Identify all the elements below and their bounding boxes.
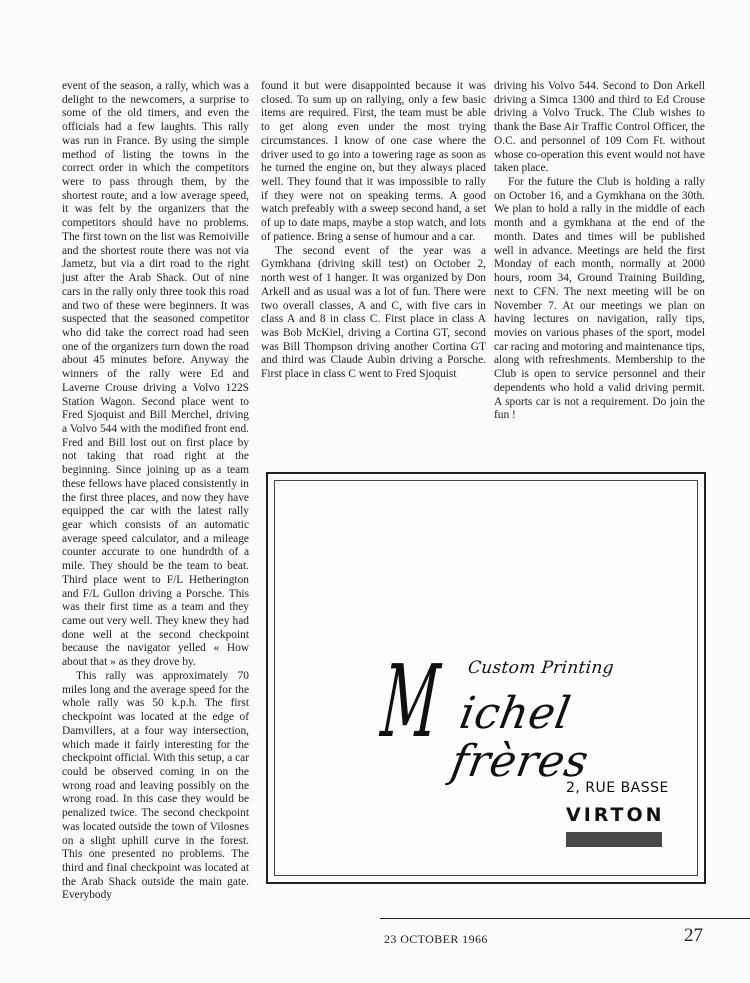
article-paragraph: event of the season, a rally, which was a delight to the newcomers, a surprise to some of the old timers, and even the officials had a few laughts. This rally was run in France. By using the simple method of listing the towns in the correct order in which the competitors were to pass through them, by the shortest route, and a low average speed, it was felt by the organizers that the competitors should have no problems. The first town on the list was Remoiville and the shortest route there was not via Jametz, but via a dirt road to the right just after the Arab Shack. Out of nine cars in the rally only three took this road and two of these were beginners. It was suspected that the seasoned competitor who did take the correct road had seen one of the organizers turn down the road about 45 minutes before. Anyway the winners of the rally were Ed and Laverne Crouse driving a Volvo 122S Station Wagon. Second place went to Fred Sjoquist and Bill Merchel, driving a Volvo 544 with the modified front end. Fred and Bill lost out on first place by not taking that road right at the beginning. Since joining up as a team these fellows have placed consistently in the first three places, and now they have equipped the car with the latest rally gear which consists of an automatic average speed calculator, and a mileage counter accurate to one hundrdth of a mile. They should be the team to beat. Third place went to F/L Hetherington and F/L Gullon driving a Porsche. This was their first time as a team and they came out very well. They knew they had done well at the second checkpoint because the navigator yelled « How about that » as they drove by. xyxy=(62,80,249,669)
footer-rule xyxy=(380,918,750,919)
page-number: 27 xyxy=(684,925,703,946)
article-column-2 xyxy=(261,80,486,382)
ad-tagline: Custom Printing xyxy=(466,658,615,678)
article-column-3 xyxy=(494,80,705,423)
article-paragraph: The second event of the year was a Gymkhana (driving skill test) on October 2, north west of 1 hanger. It was organized by Don Arkell and as usual was a lot of fun. There were two overall classes, A and C, with five cars in class A and 8 in class C. First place in class A was Bob McKiel, driving a Cortina GT, second was Bill Thompson driving another Cortina GT and third was Claude Aubin driving a Porsche. First place in class C went to Fred Sjoquist xyxy=(261,244,486,381)
advertisement-box xyxy=(266,472,706,884)
ad-decorative-bar xyxy=(566,832,662,847)
article-paragraph: found it but were disappointed because it was closed. To sum up on rallying, only a few basic items are required. First, the team must be able to get along even under the most trying circumstances. I know of one case where the driver used to go into a towering rage as soon as he turned the engine on, but they always placed well. They found that it was impossible to rally if they were not on speaking terms. A good watch prefeably with a sweep second hand, a set of up to date maps, maybe a stop watch, and lots of patience. Bring a sense of humour and a car. xyxy=(261,80,486,243)
article-paragraph: driving his Volvo 544. Second to Don Arkell driving a Simca 1300 and third to Ed Crouse driving a Volvo Truck. The Club wishes to thank the Base Air Traffic Control Officer, the O.C. and personnel of 109 Com Ft. without whose co-operation this event would not have taken place. xyxy=(494,80,705,175)
ad-business-name: ichel frères xyxy=(447,688,593,787)
ad-name-initial: M xyxy=(377,643,444,760)
article-paragraph: This rally was approximately 70 miles long and the average speed for the whole rally was 50 k.p.h. The first checkpoint was located at the edge of Damvillers, at a four way intersection, which made it fairly interesting for the checkpoint official. With this setup, a car could be observed coming in on the wrong road and leaving possibly on the wrong road. In this case they would be penalized twice. The second checkpoint was located outside the town of Vilosnes on a slight uphill curve in the forest. This one presented no problems. The third and final checkpoint was located at the Arab Shack outside the main gate. Everybody xyxy=(62,669,250,902)
ad-city: VIRTON xyxy=(566,804,665,826)
article-column-1 xyxy=(62,80,249,903)
ad-address: 2, RUE BASSE xyxy=(566,780,669,796)
article-paragraph: For the future the Club is holding a rally on October 16, and a Gymkhana on the 30th. We plan to hold a rally in the middle of each month and a gymkhana at the end of the month. Dates and times will be published well in advance. Meetings are held the first Monday of each month, normally at 2000 hours, room 34, Ground Training Building, next to CFN. The next meeting will be on November 7. At our meetings we plan on having lectures on navigation, rally tips, movies on various phases of the sport, model car racing and motoring and maintenance tips, along with refreshments. Membership to the Club is open to service personnel and their dependents who hold a valid driving permit. A sports car is not a requirement. Do join the fun ! xyxy=(494,176,705,422)
footer-date: 23 OCTOBER 1966 xyxy=(384,932,488,946)
